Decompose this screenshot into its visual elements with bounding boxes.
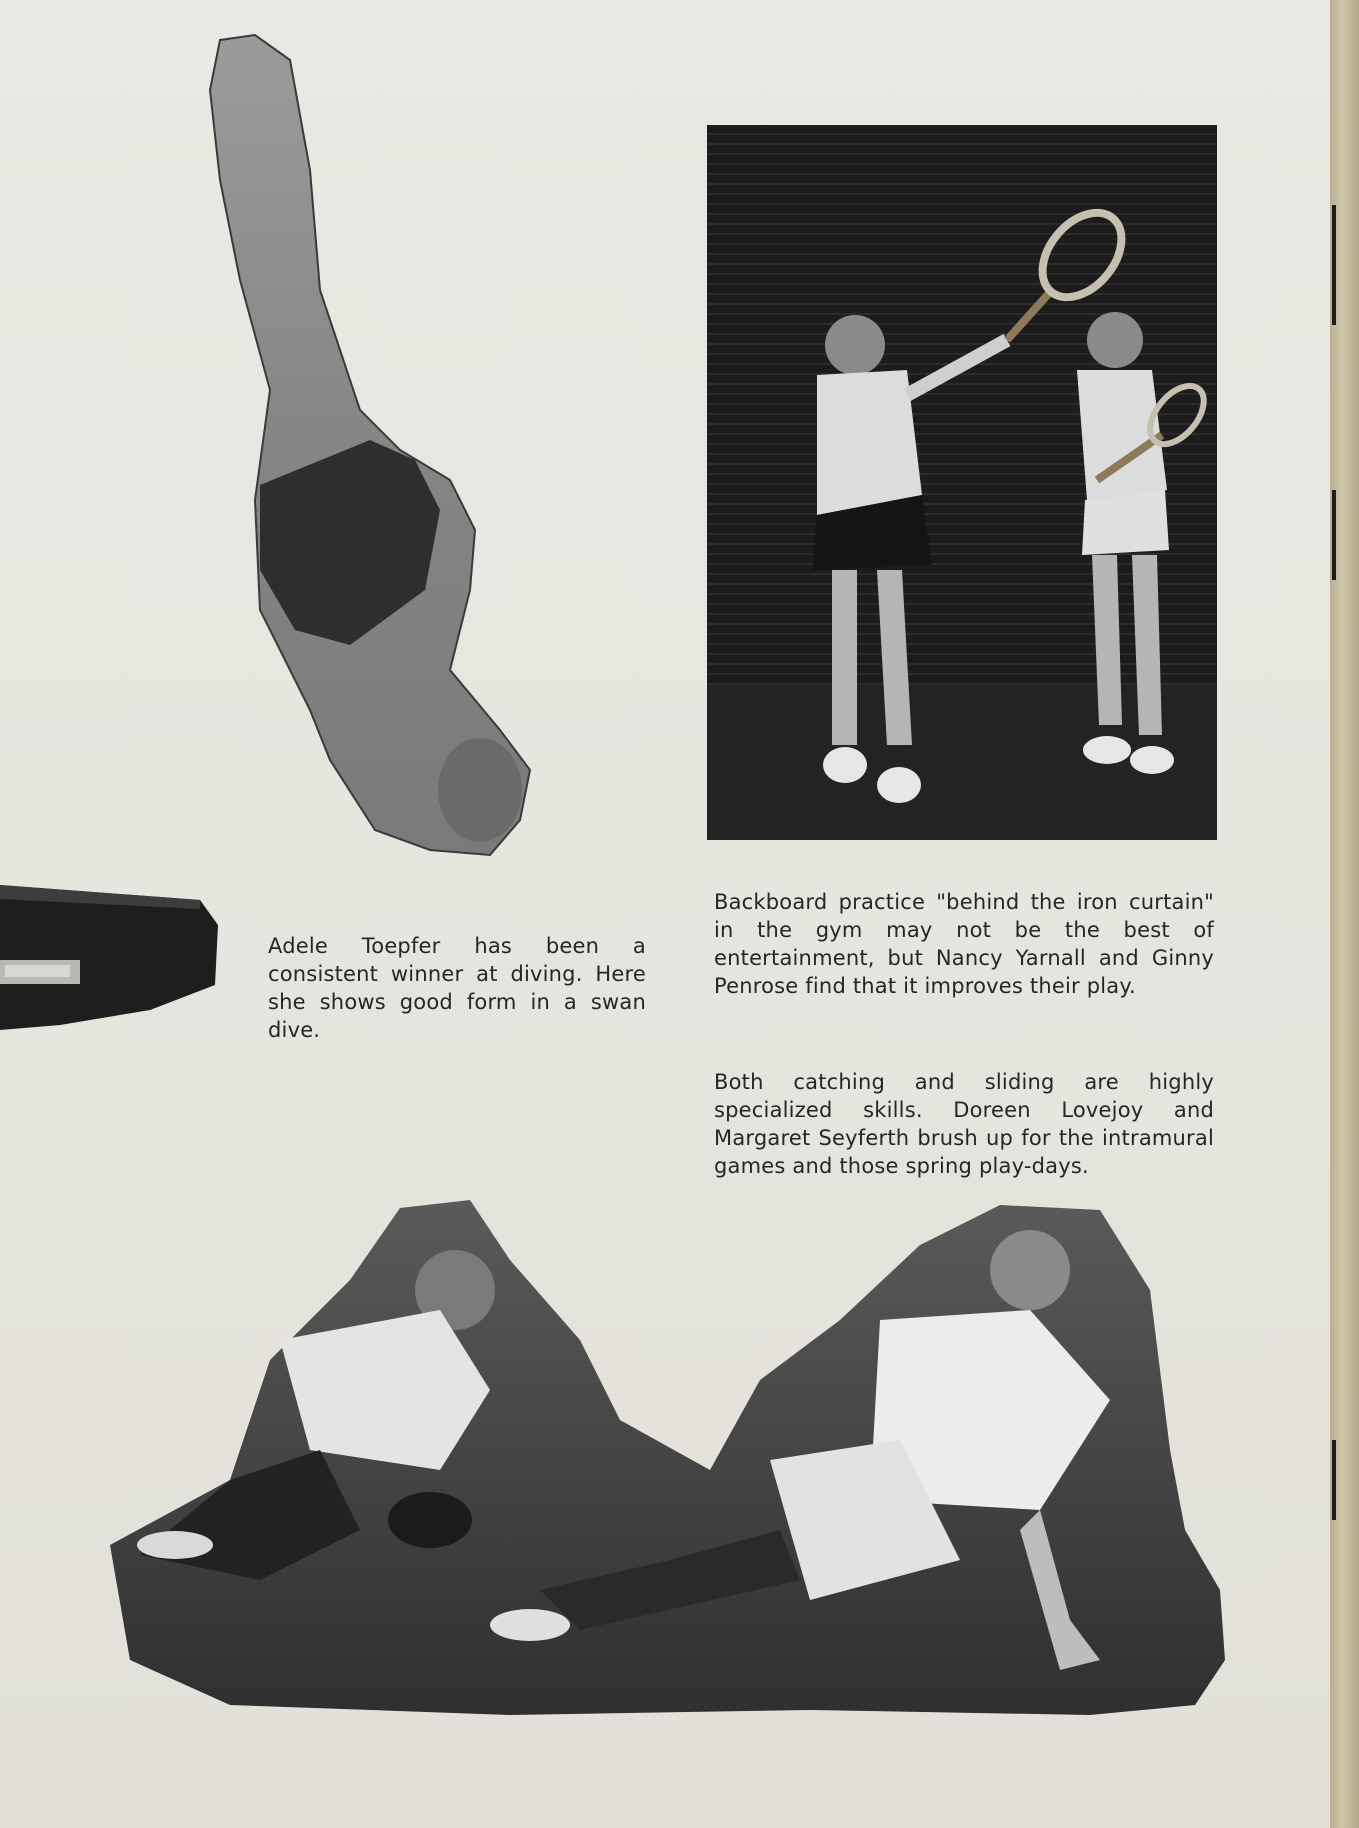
softball-photo <box>110 1200 1230 1720</box>
diver-head <box>438 738 522 842</box>
tennis-photo <box>707 125 1217 840</box>
diving-board-photo <box>0 885 220 1030</box>
page-edge <box>1330 0 1359 1828</box>
diver-photo <box>200 30 540 860</box>
diving-caption: Adele Toepfer has been a consistent winner at diving. Here she shows good form in a swan dive. <box>268 934 646 1042</box>
softball-caption: Both catching and sliding are highly specialized skills. Doreen Lovejoy and Margaret Seyferth brush up for the intramural games and those spring play-days. <box>714 1070 1214 1178</box>
tennis-caption: Backboard practice "behind the iron curtain" in the gym may not be the best of entertainment, but Nancy Yarnall and Ginny Penrose find that it improves their play. <box>714 890 1214 998</box>
catcher-player <box>137 1250 495 1580</box>
